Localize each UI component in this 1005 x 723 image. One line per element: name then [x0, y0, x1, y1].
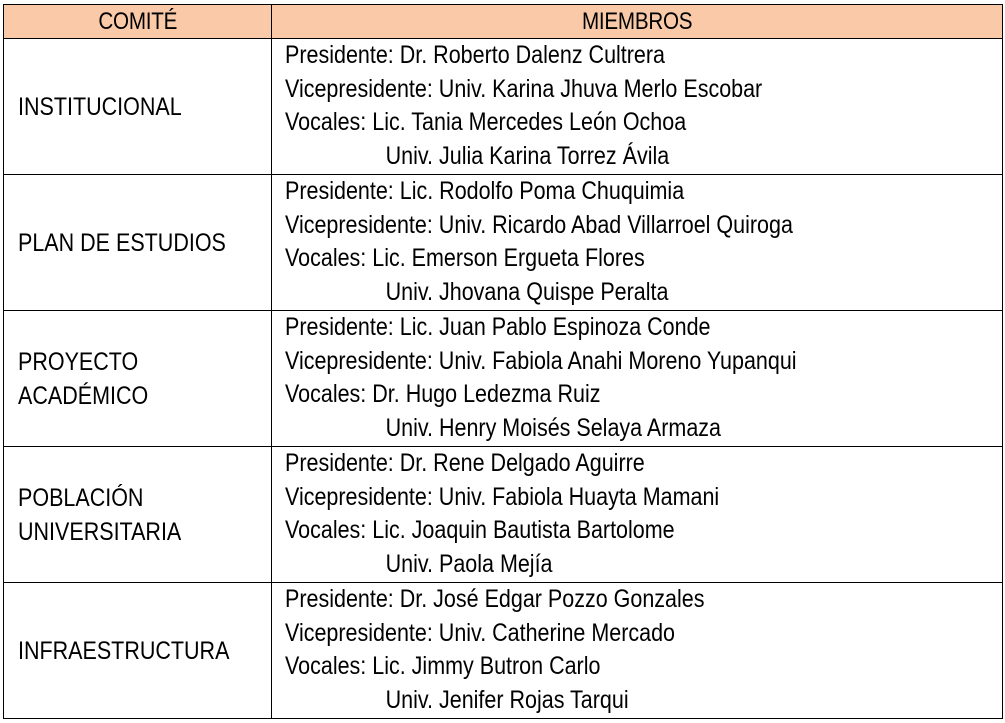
members-cell — [272, 311, 1003, 447]
committee-name-line: ACADÉMICO — [18, 381, 149, 410]
committee-table-container — [3, 4, 1002, 719]
member-vice-president: Vicepresidente: Univ. Ricardo Abad Villarroel Quiroga — [285, 210, 793, 239]
member-vocal: Vocales: Dr. Hugo Ledezma Ruiz — [285, 380, 601, 408]
committee-cell — [4, 39, 272, 175]
column-header-members — [272, 5, 1003, 39]
column-header-members-label: MIEMBROS — [581, 7, 693, 35]
member-president: Presidente: Lic. Juan Pablo Espinoza Conde — [285, 313, 711, 341]
member-vocal: Vocales: Lic. Joaquin Bautista Bartolome — [285, 516, 675, 544]
committee-cell — [4, 447, 272, 583]
member-vocal-second: Univ. Julia Karina Torrez Ávila — [385, 141, 670, 170]
member-vice-president: Vicepresidente: Univ. Catherine Mercado — [285, 618, 675, 647]
members-cell — [272, 583, 1003, 719]
committee-name-line: INSTITUCIONAL — [18, 92, 182, 121]
member-vocal: Vocales: Lic. Jimmy Butron Carlo — [285, 652, 601, 680]
member-president: Presidente: Dr. Rene Delgado Aguirre — [285, 449, 645, 477]
member-president: Presidente: Dr. Roberto Dalenz Cultrera — [285, 41, 666, 69]
committee-cell — [4, 583, 272, 719]
members-cell — [272, 447, 1003, 583]
member-vocal: Vocales: Lic. Emerson Ergueta Flores — [285, 244, 645, 272]
committee-name-line: PROYECTO — [18, 347, 139, 376]
committee-cell — [4, 311, 272, 447]
committee-name-line: UNIVERSITARIA — [18, 517, 182, 546]
member-vocal-second: Univ. Jenifer Rojas Tarqui — [385, 685, 629, 714]
members-cell — [272, 175, 1003, 311]
committee-table — [3, 4, 1003, 719]
column-header-committee — [4, 5, 272, 39]
committee-name-line: PLAN DE ESTUDIOS — [18, 228, 226, 257]
member-vocal-second: Univ. Jhovana Quispe Peralta — [385, 277, 669, 306]
member-vice-president: Vicepresidente: Univ. Fabiola Huayta Mamani — [285, 482, 720, 511]
member-vice-president: Vicepresidente: Univ. Fabiola Anahi Moreno Yupanqui — [285, 346, 797, 375]
table-row — [4, 311, 1003, 447]
committee-name-line: INFRAESTRUCTURA — [18, 636, 230, 665]
member-vocal-second: Univ. Henry Moisés Selaya Armaza — [385, 413, 721, 442]
member-vocal-second: Univ. Paola Mejía — [385, 549, 553, 578]
member-vocal: Vocales: Lic. Tania Mercedes León Ochoa — [285, 108, 687, 136]
members-cell — [272, 39, 1003, 175]
column-header-committee-label: COMITÉ — [98, 7, 177, 35]
table-body — [4, 39, 1003, 719]
table-header-row — [4, 5, 1003, 39]
table-row — [4, 175, 1003, 311]
table-row — [4, 583, 1003, 719]
member-president: Presidente: Lic. Rodolfo Poma Chuquimia — [285, 177, 685, 205]
member-president: Presidente: Dr. José Edgar Pozzo Gonzales — [285, 585, 705, 613]
member-vice-president: Vicepresidente: Univ. Karina Jhuva Merlo Escobar — [285, 74, 763, 103]
table-row — [4, 447, 1003, 583]
committee-cell — [4, 175, 272, 311]
table-row — [4, 39, 1003, 175]
committee-name-line: POBLACIÓN — [18, 483, 144, 512]
